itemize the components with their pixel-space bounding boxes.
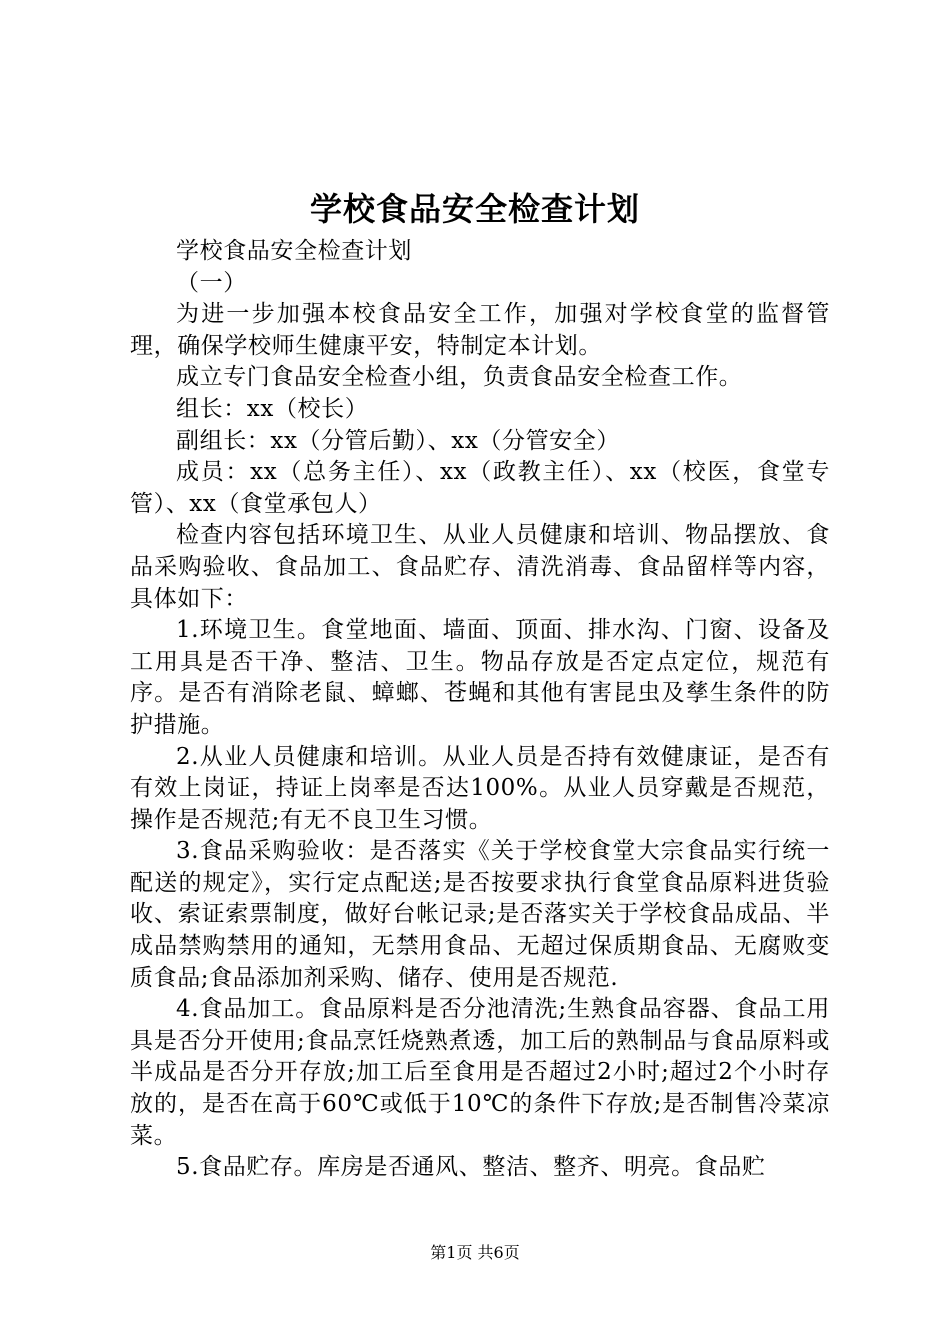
paragraph-team: 成立专门食品安全检查小组，负责食品安全检查工作。 bbox=[176, 364, 743, 391]
paragraph-item-5: 5.食品贮存。库房是否通风、整洁、整齐、明亮。食品贮 bbox=[176, 1154, 766, 1181]
paragraph-item-4: 4.食品加工。食品原料是否分池清洗;生熟食品容器、食品工用具是否分开使用;食品烹饪烧熟煮透，加工后的熟制品与食品原料或半成品是否分开存放;加工后至食用是否超过2小时;超过2个小时存放的，是否在高于60℃或低于10℃的条件下存放;是否制售冷菜凉菜。 bbox=[130, 996, 830, 1149]
paragraph-intro: 为进一步加强本校食品安全工作，加强对学校食堂的监督管理，确保学校师生健康平安，特制定本计划。 bbox=[130, 301, 830, 359]
paragraph-contents: 检查内容包括环境卫生、从业人员健康和培训、物品摆放、食品采购验收、食品加工、食品贮存、清洗消毒、食品留样等内容，具体如下： bbox=[130, 522, 830, 612]
paragraph-item-3: 3.食品采购验收：是否落实《关于学校食堂大宗食品实行统一配送的规定》，实行定点配送;是否按要求执行食堂食品原料进货验收、索证索票制度，做好台帐记录;是否落实关于学校食品成品、半成品禁购禁用的通知，无禁用食品、无超过保质期食品、无腐败变质食品;食品添加剂采购、储存、使用是否规范. bbox=[130, 838, 830, 991]
document-title: 学校食品安全检查计划 bbox=[309, 190, 640, 228]
paragraph-item-2: 2.从业人员健康和培训。从业人员是否持有效健康证，是否有有效上岗证，持证上岗率是否达100%。从业人员穿戴是否规范，操作是否规范;有无不良卫生习惯。 bbox=[130, 743, 830, 833]
paragraph-deputy-leader: 副组长：xx（分管后勤）、xx（分管安全） bbox=[176, 427, 620, 454]
paragraph-leader: 组长：xx（校长） bbox=[176, 395, 369, 422]
paragraph-section-number: （一） bbox=[176, 269, 247, 296]
paragraph-subtitle: 学校食品安全检查计划 bbox=[176, 238, 412, 264]
document-body bbox=[130, 236, 830, 1184]
paragraph-item-1: 1.环境卫生。食堂地面、墙面、顶面、排水沟、门窗、设备及工用具是否干净、整洁、卫生。物品存放是否定点定位，规范有序。是否有消除老鼠、蟑螂、苍蝇和其他有害昆虫及孳生条件的防护措施。 bbox=[130, 617, 830, 738]
paragraph-members: 成员：xx（总务主任）、xx（政教主任）、xx（校医，食堂专管）、xx（食堂承包人） bbox=[130, 459, 830, 517]
page-footer: 第1页 共6页 bbox=[430, 1243, 520, 1262]
